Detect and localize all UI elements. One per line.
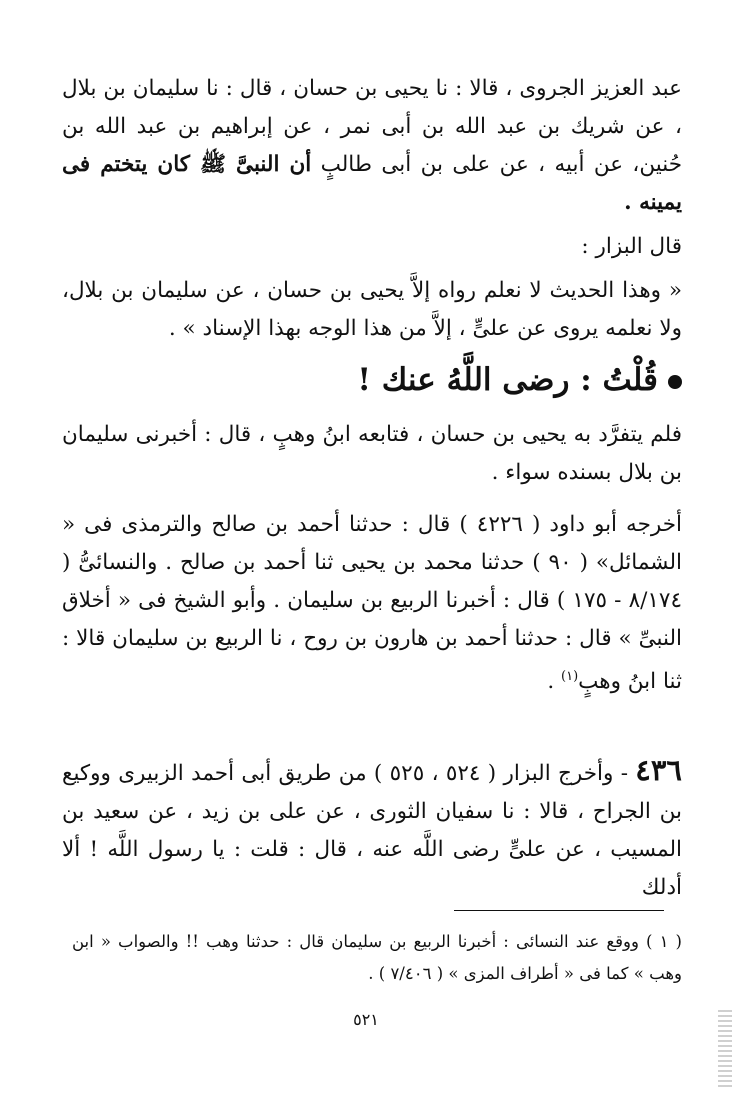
- hadith-436-paragraph: [62, 751, 682, 907]
- footnote-divider: [454, 910, 664, 911]
- takhrij-text: أخرجه أبو داود ( ٤٢٢٦ ) قال : حدثنا أحمد بن صالح والترمذى فى « الشمائل» ( ٩٠ ) حدثنا محمد بن يحيى ثنا أحمد بن صالح . والنسائىُّ ( ٨/١٧٤ - ١٧٥ ) قال : أخبرنا الربيع بن سليمان . وأبو الشيخ فى « أخلاق النبىِّ » قال : حدثنا أحمد بن هارون بن روح ، نا الربيع بن سليمان قالا : ثنا ابنُ وهبٍ: [62, 512, 683, 695]
- hadith-text: - وأخرج البزار ( ٥٢٤ ، ٥٢٥ ) من طريق أبى أحمد الزبيرى ووكيع بن الجراح ، قالا : نا سفيان الثورى ، عن على بن زيد ، عن سعيد بن المسيب ، عن علىٍّ رضى اللَّه عنه ، قال : قلت : يا رسول اللَّه ! ألا أدلك: [62, 761, 682, 901]
- footnote-reference: (١): [561, 669, 579, 684]
- hadith-number: ٤٣٦: [635, 753, 682, 788]
- scan-edge-artifact: [718, 1010, 732, 1090]
- bazzar-label: قال البزار :: [581, 234, 682, 259]
- bazzar-quote: « وهذا الحديث لا نعلم رواه إلاَّ يحيى بن حسان ، عن سليمان بن بلال، ولا نعلمه يروى عن علىٍّ ، إلاَّ من هذا الوجه بهذا الإسناد » .: [62, 278, 682, 341]
- hadith-matn-highlight: أن النبىَّ ﷺ كان يتختم فى يمينه .: [62, 152, 682, 215]
- page-number: ٥٢١: [353, 1010, 379, 1029]
- isnad-text: عبد العزيز الجروى ، قالا : نا يحيى بن حسان ، قال : نا سليمان بن بلال ، عن شريك بن عبد الله بن أبى نمر ، عن إبراهيم بن عبد الله بن حُنين، عن أبيه ، عن على بن أبى طالبٍ: [62, 76, 682, 177]
- main-text-column: [62, 70, 682, 907]
- takhrij-end: .: [547, 669, 561, 695]
- footnote-1: ( ١ ) ووقع عند النسائى : أخبرنا الربيع بن سليمان قال : حدثنا وهب !! والصواب « ابن وهب » كما فى « أطراف المزى » ( ٧/٤٠٦ ) .: [72, 932, 682, 983]
- takhrij-paragraph: [62, 506, 682, 701]
- heading-text: قُلْتُ : رضى اللَّهُ عنك !: [357, 362, 658, 398]
- footnote-section: [72, 926, 682, 990]
- section-heading: [62, 354, 682, 406]
- follow-up-paragraph: فلم يتفرَّد به يحيى بن حسان ، فتابعه ابنُ وهبٍ ، قال : أخبرنى سليمان بن بلال بسنده سواء .: [62, 422, 682, 485]
- hadith-isnad-paragraph: [62, 70, 682, 222]
- bullet-icon: [668, 375, 682, 389]
